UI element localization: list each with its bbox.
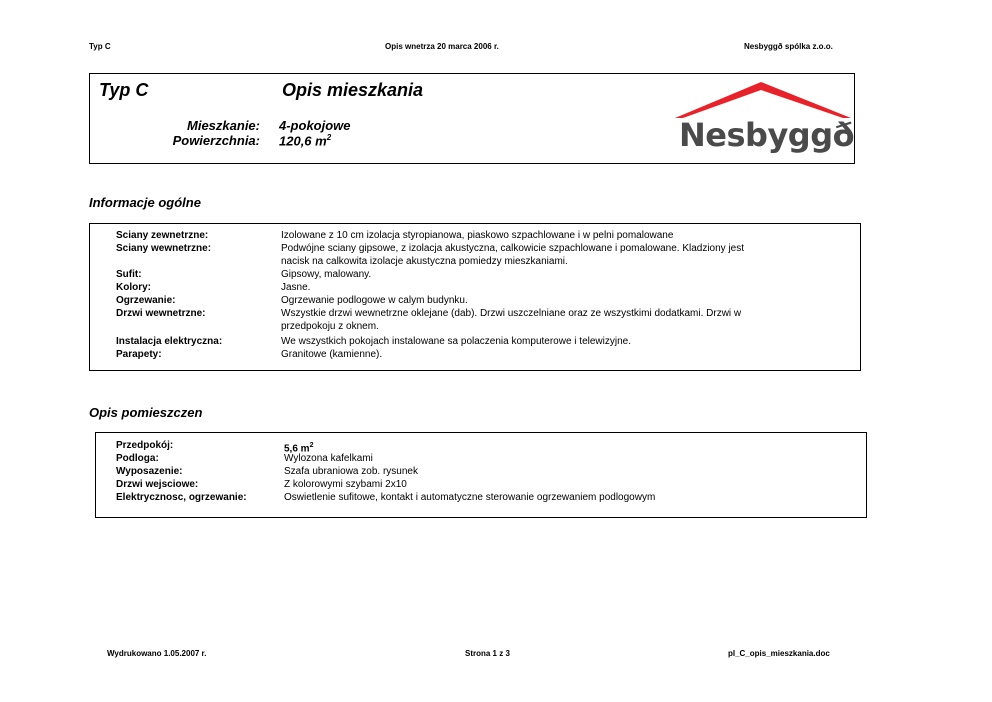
header-center-text: Opis wnetrza 20 marca 2006 r. <box>385 42 499 51</box>
room-area-number: 5,6 m <box>284 443 310 455</box>
meta-label-mieszkanie: Mieszkanie: <box>187 118 260 133</box>
room-label: Podloga: <box>116 453 159 464</box>
room-value: Oswietlenie sufitowe, kontakt i automatyczne sterowanie ogrzewaniem podlogowym <box>284 492 656 503</box>
info-label: Kolory: <box>116 282 151 293</box>
room-value: Szafa ubraniowa zob. rysunek <box>284 466 418 477</box>
info-row <box>116 268 371 281</box>
info-row <box>116 281 310 294</box>
info-label: Parapety: <box>116 349 162 360</box>
info-label: Sciany wewnetrzne: <box>116 243 212 254</box>
room-value: Wylozona kafelkami <box>284 453 373 464</box>
header-right-text: Nesbyggð spólka z.o.o. <box>744 42 833 51</box>
rooms-box <box>95 432 867 518</box>
info-value-continuation: przedpokoju z oknem. <box>281 321 379 332</box>
type-label: Typ C <box>99 80 149 100</box>
room-area-sup: 2 <box>309 442 314 449</box>
info-row-continuation <box>281 320 379 333</box>
info-value: Podwójne sciany gipsowe, z izolacja akustyczna, calkowicie szpachlowane i pomalowane. Kladziony jest <box>281 243 745 254</box>
footer-center-text: Strona 1 z 3 <box>465 649 510 658</box>
page-title: Opis mieszkania <box>282 80 424 100</box>
info-row <box>116 229 673 242</box>
info-row <box>116 294 468 307</box>
info-label: Drzwi wewnetrzne: <box>116 308 206 319</box>
meta-label-powierzchnia: Powierzchnia: <box>172 133 260 148</box>
room-label: Drzwi wejsciowe: <box>116 479 199 490</box>
info-label: Ogrzewanie: <box>116 295 176 306</box>
area-value: 120,6 m <box>279 133 327 149</box>
info-row <box>116 348 382 361</box>
info-label: Sufit: <box>116 269 142 280</box>
info-value: Granitowe (kamienne). <box>281 349 383 360</box>
info-label: Instalacja elektryczna: <box>116 336 223 347</box>
meta-value-mieszkanie: 4-pokojowe <box>279 118 351 133</box>
logo-text: Nesbyggð <box>679 116 855 154</box>
info-row <box>116 242 744 255</box>
section-heading-rooms: Opis pomieszczen <box>89 405 203 420</box>
info-label: Sciany zewnetrzne: <box>116 230 209 241</box>
section-heading-general: Informacje ogólne <box>89 195 201 210</box>
room-value: Z kolorowymi szybami 2x10 <box>284 479 407 490</box>
room-label: Wyposazenie: <box>116 466 183 477</box>
room-row <box>116 491 655 504</box>
info-value: Izolowane z 10 cm izolacja styropianowa, piaskowo szpachlowane i w pelni pomalowane <box>281 230 674 241</box>
room-label: Przedpokój: <box>116 440 174 451</box>
info-value: Jasne. <box>281 282 311 293</box>
info-value: We wszystkich pokojach instalowane sa polaczenia komputerowe i telewizyjne. <box>281 336 631 347</box>
room-row <box>116 465 418 478</box>
meta-value-powierzchnia <box>279 133 331 148</box>
general-info-box <box>89 223 861 371</box>
header-left-text: Typ C <box>89 42 111 51</box>
info-row <box>116 335 631 348</box>
info-value: Gipsowy, malowany. <box>281 269 372 280</box>
info-value: Ogrzewanie podlogowe w calym budynku. <box>281 295 468 306</box>
info-value: Wszystkie drzwi wewnetrzne oklejane (dab). Drzwi uszczelniane oraz ze wszystkimi dodatkami. Drzwi w <box>281 308 742 319</box>
area-unit-sup: 2 <box>326 133 332 142</box>
info-row <box>116 307 741 320</box>
info-value-continuation: nacisk na calkowita izolacje akustyczna pomiedzy mieszkaniami. <box>281 256 568 267</box>
title-box <box>89 73 855 164</box>
room-label: Elektrycznosc, ogrzewanie: <box>116 492 247 503</box>
company-logo <box>675 82 855 160</box>
info-row-continuation <box>281 255 568 268</box>
room-row <box>116 478 407 491</box>
footer-left-text: Wydrukowano 1.05.2007 r. <box>107 649 207 658</box>
room-row <box>116 452 373 465</box>
footer-right-text: pl_C_opis_mieszkania.doc <box>728 649 830 658</box>
